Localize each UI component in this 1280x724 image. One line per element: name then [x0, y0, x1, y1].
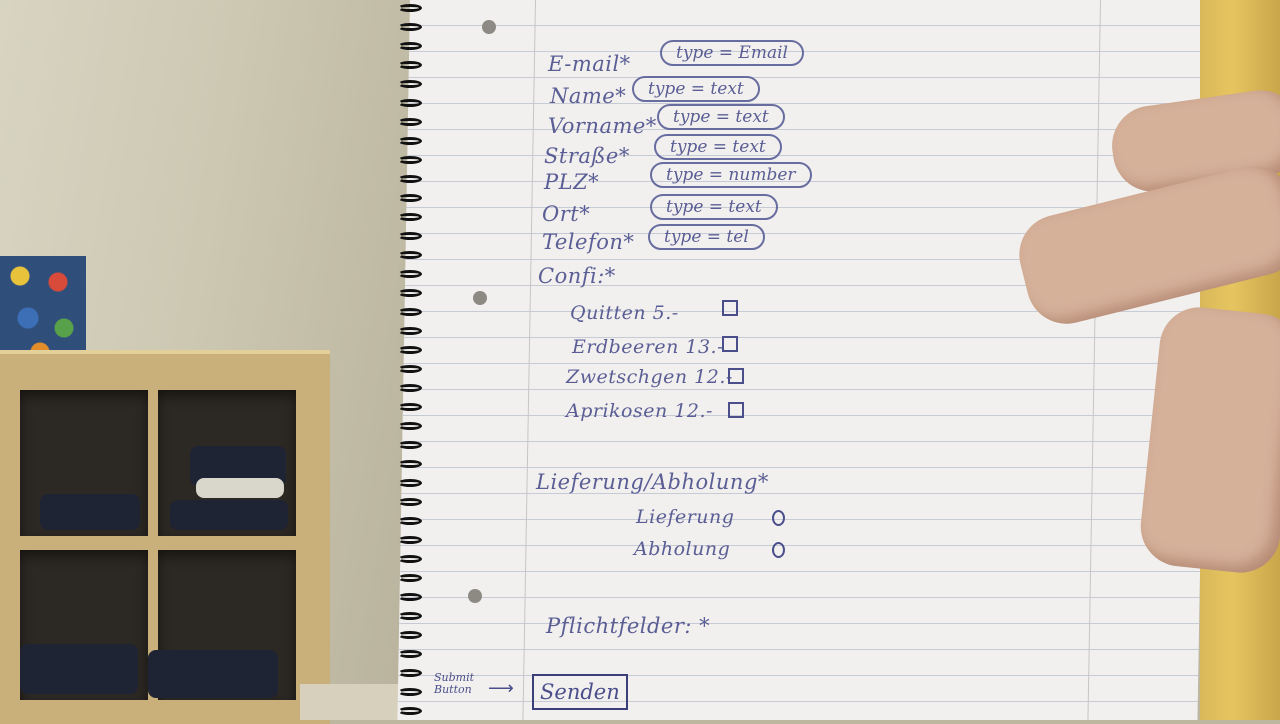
spiral-coil	[398, 384, 422, 392]
spiral-coil	[398, 555, 422, 563]
spiral-coil	[398, 612, 422, 620]
spiral-coil	[398, 270, 422, 278]
field-label: Telefon*	[542, 230, 635, 254]
spiral-coil	[398, 688, 422, 696]
fruit-checkbox-sketch	[728, 402, 744, 418]
field-type-sketch: type = number	[650, 162, 812, 188]
field-type-sketch: type = text	[657, 104, 785, 130]
folded-clothes	[40, 494, 140, 530]
fruit-option-label: Zwetschgen 12.-	[566, 366, 733, 388]
spiral-coil	[398, 460, 422, 468]
spiral-coil	[398, 23, 422, 31]
field-type-sketch: type = text	[632, 76, 760, 102]
spiral-coil	[398, 403, 422, 411]
spiral-coil	[398, 232, 422, 240]
folded-clothes	[170, 500, 288, 530]
fruit-checkbox-sketch	[728, 368, 744, 384]
cardboard-box	[300, 684, 400, 720]
submit-annotation-line: Button	[434, 683, 472, 696]
spiral-coil	[398, 422, 422, 430]
field-type-sketch: type = text	[654, 134, 782, 160]
spiral-coil	[398, 631, 422, 639]
spiral-coil	[398, 156, 422, 164]
spiral-coil	[398, 327, 422, 335]
spiral-coil	[398, 80, 422, 88]
arrow-icon: ⟶	[488, 678, 514, 699]
fruit-checkbox-sketch	[722, 300, 738, 316]
spiral-coil	[398, 289, 422, 297]
delivery-radio-sketch	[772, 510, 785, 526]
spiral-coil	[398, 118, 422, 126]
fruit-option-label: Aprikosen 12.-	[566, 400, 713, 422]
submit-annotation	[434, 672, 474, 696]
spiral-coil	[398, 517, 422, 525]
spiral-coil	[398, 61, 422, 69]
spiral-coil	[398, 669, 422, 677]
field-label: PLZ*	[544, 170, 600, 194]
spiral-coil	[398, 137, 422, 145]
spiral-coil	[398, 194, 422, 202]
spiral-coil	[398, 42, 422, 50]
spiral-coil	[398, 346, 422, 354]
margin-line-left	[522, 0, 536, 720]
spiral-coil	[398, 99, 422, 107]
required-fields-note: Pflichtfelder: *	[546, 614, 711, 638]
spiral-coil	[398, 479, 422, 487]
spiral-coil	[398, 441, 422, 449]
delivery-heading: Lieferung/Abholung*	[536, 470, 769, 494]
fruit-heading: Confi:*	[538, 264, 616, 288]
delivery-radio-sketch	[772, 542, 785, 558]
field-label: Vorname*	[548, 114, 657, 138]
field-type-sketch: type = text	[650, 194, 778, 220]
field-label: E-mail*	[548, 52, 631, 76]
spiral-coil	[398, 365, 422, 373]
field-type-sketch: type = tel	[648, 224, 765, 250]
punch-hole	[482, 20, 496, 34]
submit-button-sketch: Senden	[532, 674, 628, 710]
delivery-option-label: Lieferung	[636, 506, 735, 528]
punch-hole	[473, 291, 487, 305]
spiral-coil	[398, 175, 422, 183]
field-label: Name*	[550, 84, 627, 108]
notebook-page	[397, 0, 1210, 720]
margin-line-right	[1087, 0, 1101, 720]
field-type-sketch: type = Email	[660, 40, 804, 66]
field-label: Straße*	[544, 144, 630, 168]
folded-clothes	[148, 650, 278, 698]
spiral-coil	[398, 707, 422, 715]
spiral-coil	[398, 308, 422, 316]
bookshelf	[0, 350, 330, 724]
folded-clothes	[196, 478, 284, 498]
field-label: Ort*	[542, 202, 591, 226]
spiral-binding	[396, 0, 426, 720]
delivery-option-label: Abholung	[634, 538, 731, 560]
folded-clothes	[20, 644, 138, 694]
spiral-coil	[398, 536, 422, 544]
punch-hole	[468, 589, 482, 603]
spiral-coil	[398, 593, 422, 601]
spiral-coil	[398, 498, 422, 506]
fruit-option-label: Quitten 5.-	[570, 302, 679, 324]
spiral-coil	[398, 251, 422, 259]
spiral-coil	[398, 650, 422, 658]
spiral-coil	[398, 213, 422, 221]
spiral-coil	[398, 574, 422, 582]
submit-annotation-line: Submit	[434, 671, 475, 684]
spiral-coil	[398, 4, 422, 12]
fruit-checkbox-sketch	[722, 336, 738, 352]
fruit-option-label: Erdbeeren 13.-	[572, 336, 725, 358]
